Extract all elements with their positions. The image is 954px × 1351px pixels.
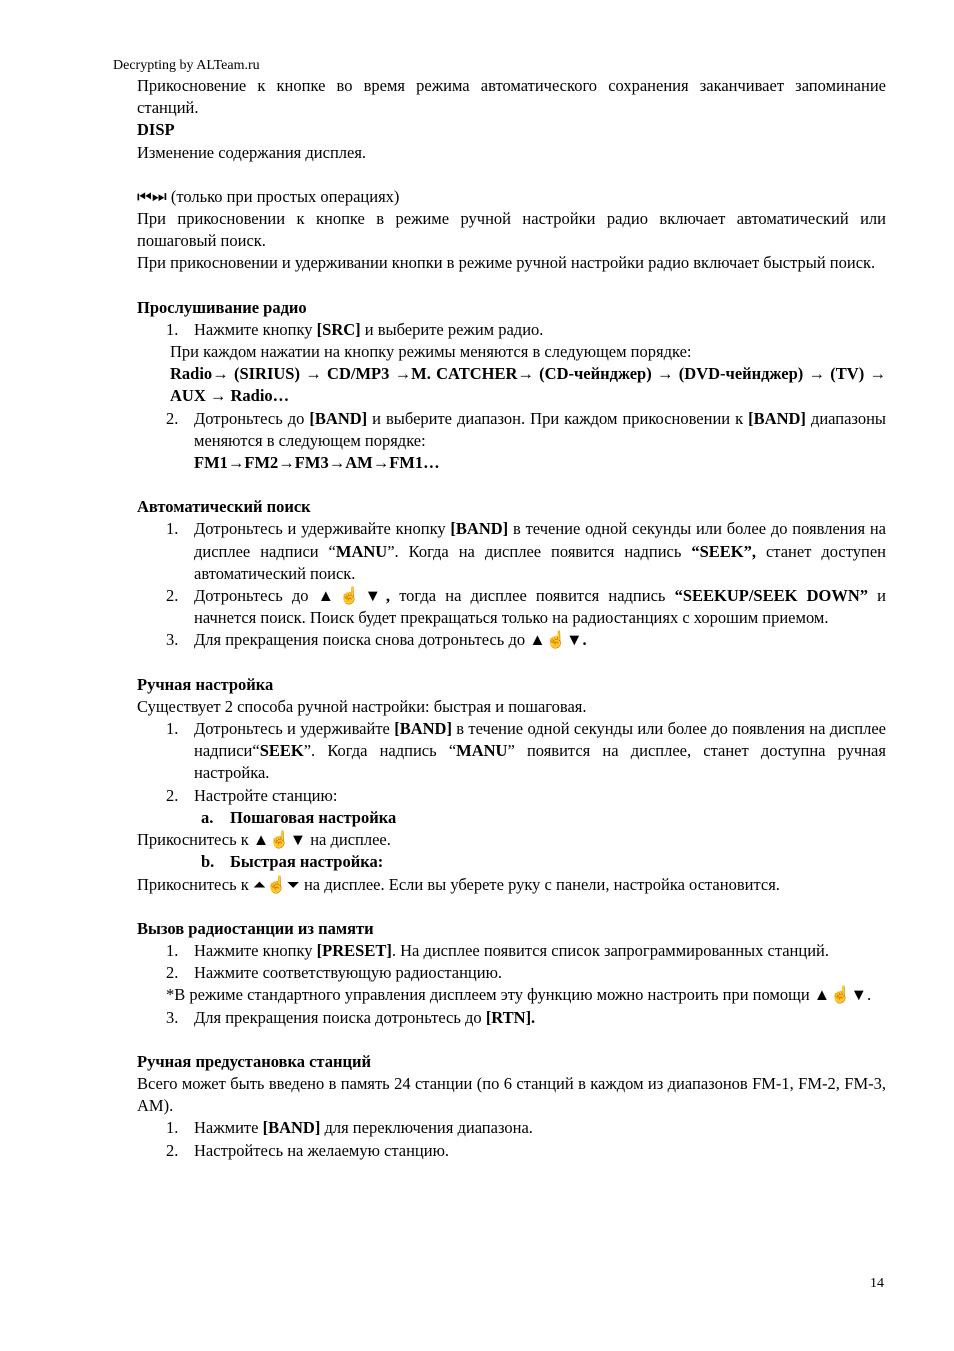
list-item: 2. Настройте станцию: [166,785,338,805]
list-item: 1. Дотроньтесь и удерживайте [BAND] в течение одной секунды или более до появления на дисплее надписи“SEEK”. Когда надпись “MANU” появится на дисплее, станет доступна ручная настройка. [166,719,886,783]
manual-heading: Ручная настройка [137,674,274,694]
page-header: Decrypting by ALTeam.ru [113,58,260,73]
step-tuning-text: Прикоснитесь к ▲☝▼ на дисплее. [137,830,391,850]
preset-note: *В режиме стандартного управления дисплеем эту функцию можно настроить при помощи ▲☝▼. [166,985,872,1005]
seek-buttons-heading: ⏮⏭ (только при простых операциях) [137,186,400,206]
sub-item-fast: b. Быстрая настройка: [201,852,384,872]
preset-recall-heading: Вызов радиостанции из памяти [137,918,374,938]
band-sequence: FM1→FM2→FM3→AM→FM1… [194,453,440,473]
list-item: 2. Настройтесь на желаемую станцию. [166,1140,450,1160]
list-item: 2. Дотроньтесь до [BAND] и выберите диапазон. При каждом прикосновении к [BAND] диапазоны меняются в следующем порядке: FM1→FM2→FM3→AM→FM1… [166,408,886,473]
list-item: 3. Для прекращения поиска дотроньтесь до [RTN]. [166,1007,536,1027]
radio-list-2 [137,408,886,475]
seek-buttons-text-1: При прикосновении к кнопке в режиме ручной настройки радио включает автоматический или пошаговый поиск. [137,209,886,251]
list-item: 1. Дотроньтесь и удерживайте кнопку [BAND] в течение одной секунды или более до появления на дисплее надписи “MANU”. Когда на дисплее появится надпись “SEEK”, станет доступен автоматический поиск. [166,519,886,583]
preset-recall-list-2 [137,1007,886,1029]
list-item: 3. Для прекращения поиска снова дотроньтесь до ▲☝▼. [166,630,587,650]
preset-recall-list [137,940,886,984]
radio-order-sequence: Radio→ (SIRIUS) → CD/MP3 →M. CATCHER→ (CD-чейнджер) → (DVD-чейнджер) → (TV) → AUX → Radio… [170,364,886,406]
manual-intro: Существует 2 способа ручной настройки: быстрая и пошаговая. [137,696,587,716]
radio-order-text: При каждом нажатии на кнопку режимы меняются в следующем порядке: [170,342,692,362]
radio-list [137,319,886,341]
sub-item-step: a. Пошаговая настройка [201,807,397,827]
manual-preset-heading: Ручная предустановка станций [137,1051,371,1071]
manual-preset-intro: Всего может быть введено в память 24 станции (по 6 станций в каждом из диапазонов FM-1, FM-2, FM-3, AM). [137,1073,886,1116]
list-item: 1. Нажмите кнопку [PRESET]. На дисплее появится список запрограммированных станций. [166,940,829,960]
page-content [137,75,886,1162]
manual-list [137,718,886,807]
intro-paragraph: Прикосновение к кнопке во время режима автоматического сохранения заканчивает запоминание станций. [137,76,886,118]
auto-seek-list [137,518,886,651]
fast-tuning-text: Прикоснитесь к ⏶☝⏷ на дисплее. Если вы уберете руку с панели, настройка остановится. [137,874,780,894]
manual-preset-list [137,1117,886,1161]
list-item: 2. Нажмите соответствующую радиостанцию. [166,963,503,983]
disp-text: Изменение содержания дисплея. [137,142,367,162]
auto-seek-heading: Автоматический поиск [137,497,311,517]
page-number: 14 [870,1276,884,1291]
radio-heading: Прослушивание радио [137,297,307,317]
list-item: 1. Нажмите [BAND] для переключения диапазона. [166,1118,533,1138]
seek-buttons-text-2: При прикосновении и удерживании кнопки в режиме ручной настройки радио включает быстрый поиск. [137,253,876,273]
disp-heading: DISP [137,120,175,140]
list-item: 1. Нажмите кнопку [SRC] и выберите режим радио. [166,319,544,339]
list-item: 2. Дотроньтесь до ▲☝▼, тогда на дисплее появится надпись “SEEKUP/SEEK DOWN” и начнется поиск. Поиск будет прекращаться только на радиостанциях с хорошим приемом. [166,586,886,628]
